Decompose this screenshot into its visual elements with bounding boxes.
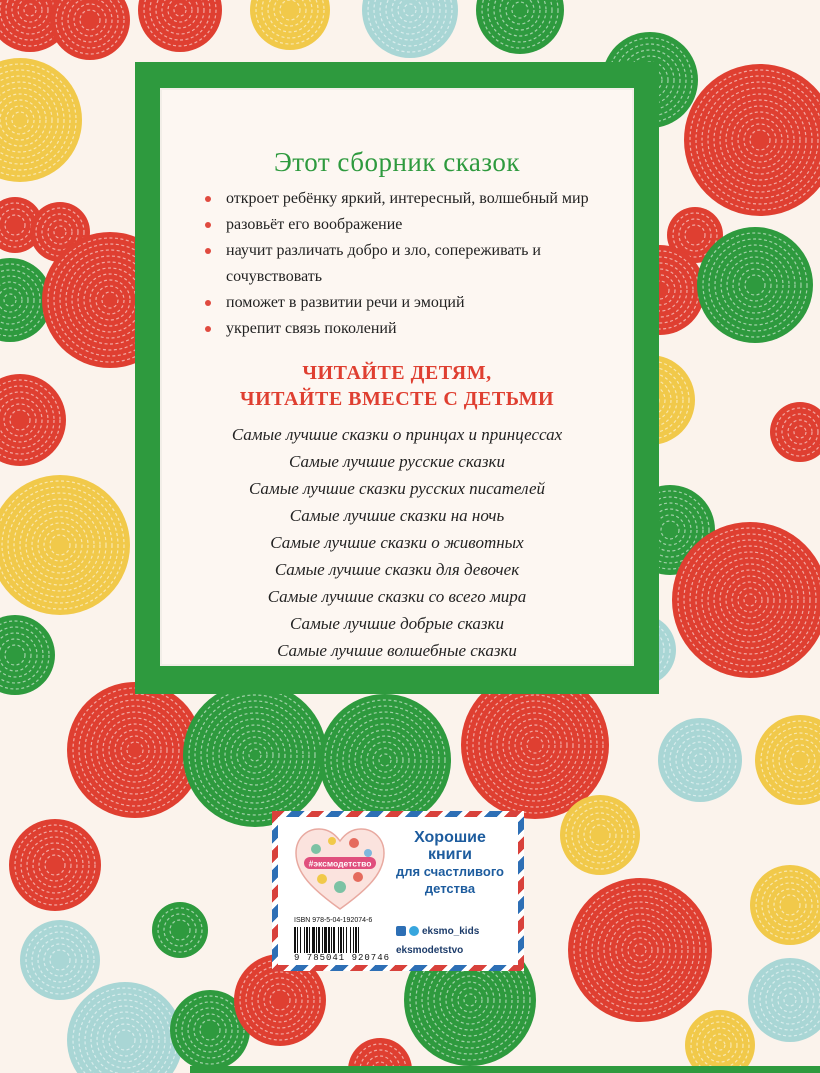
social-row <box>396 942 479 958</box>
barcode-bar <box>331 927 332 953</box>
social-row <box>396 923 479 939</box>
dotted-circle <box>152 902 208 958</box>
dotted-circle <box>362 0 458 58</box>
dotted-circle <box>685 1010 755 1073</box>
content-panel <box>160 88 634 666</box>
barcode-bar <box>304 927 305 953</box>
barcode-bar <box>346 927 347 953</box>
dotted-circle <box>476 0 564 54</box>
social-handle[interactable]: eksmo_kids <box>422 925 480 937</box>
barcode-bar <box>309 927 310 953</box>
series-title: Самые лучшие сказки на ночь <box>289 506 505 525</box>
dotted-circle <box>0 615 55 695</box>
series-title: Самые лучшие сказки русских писателей <box>248 479 546 498</box>
series-list <box>162 421 632 664</box>
slogan-line: ЧИТАЙТЕ ДЕТЯМ, <box>302 362 492 384</box>
series-title: Самые лучшие добрые сказки <box>290 614 504 633</box>
tagline-line: для счастливого <box>396 864 504 879</box>
dotted-circle <box>9 819 101 911</box>
panel-heading: Этот сборник сказок <box>273 147 521 177</box>
barcode-bar <box>338 927 339 953</box>
barcode-bar <box>355 927 357 953</box>
list-item: научит различать добро и зло, сопереживать и сочувствовать <box>202 238 556 290</box>
bottom-green-strip <box>190 1066 820 1073</box>
barcode-bar <box>328 927 330 953</box>
tagline-line: Хорошие <box>414 829 486 846</box>
heart-logo-icon <box>294 827 386 913</box>
list-item: разовьёт его воображение <box>202 212 632 238</box>
social-links <box>396 923 479 958</box>
barcode-digits: 9 785041 920746 <box>294 953 391 963</box>
card-tagline <box>388 829 512 897</box>
barcode-bar <box>297 927 298 953</box>
dotted-circle <box>50 0 130 60</box>
tagline-line: детства <box>424 881 476 896</box>
list-item: откроет ребёнку яркий, интересный, волшебный мир <box>202 186 632 212</box>
barcode-bar <box>322 927 323 953</box>
barcode-bar <box>316 927 317 953</box>
series-title: Самые лучшие сказки для девочек <box>274 560 520 579</box>
barcode-bar <box>294 927 296 953</box>
benefits-list <box>202 186 632 342</box>
barcode-bar <box>358 927 359 953</box>
green-frame <box>135 62 659 694</box>
series-title: Самые лучшие сказки со всего мира <box>267 587 527 606</box>
list-item: поможет в развитии речи и эмоций <box>202 290 632 316</box>
barcode-bar <box>318 927 320 953</box>
telegram-icon <box>409 926 419 936</box>
tagline-line: книги <box>427 846 472 863</box>
series-title: Самые лучшие русские сказки <box>289 452 505 471</box>
barcode-bar <box>324 927 327 953</box>
barcode-bar <box>343 927 344 953</box>
list-item: укрепит связь поколений <box>202 316 632 342</box>
dotted-circle <box>67 982 183 1073</box>
barcode-bar <box>300 927 301 953</box>
series-title: Самые лучшие волшебные сказки <box>277 641 517 660</box>
barcode-icon <box>294 927 386 953</box>
barcode-bar <box>333 927 335 953</box>
dotted-circle <box>183 683 327 827</box>
social-handle[interactable]: eksmodetstvo <box>396 944 464 956</box>
dotted-circle <box>319 694 451 826</box>
dotted-circle <box>67 682 203 818</box>
slogan-line: ЧИТАЙТЕ ВМЕСТЕ С ДЕТЬМИ <box>239 388 555 410</box>
publisher-card <box>272 811 524 971</box>
barcode-bar <box>306 927 308 953</box>
barcode-bar <box>312 927 315 953</box>
series-title: Самые лучшие сказки о принцах и принцессах <box>231 425 563 444</box>
isbn-number: ISBN 978-5-04-192074-6 <box>294 917 373 924</box>
series-title: Самые лучшие сказки о животных <box>270 533 524 552</box>
barcode-bar <box>350 927 351 953</box>
barcode-bar <box>340 927 342 953</box>
hashtag-text: #эксмодетство <box>308 858 372 869</box>
vk-icon <box>396 926 406 936</box>
dotted-circle <box>568 878 712 1022</box>
barcode-bar <box>353 927 354 953</box>
slogan <box>162 360 632 412</box>
